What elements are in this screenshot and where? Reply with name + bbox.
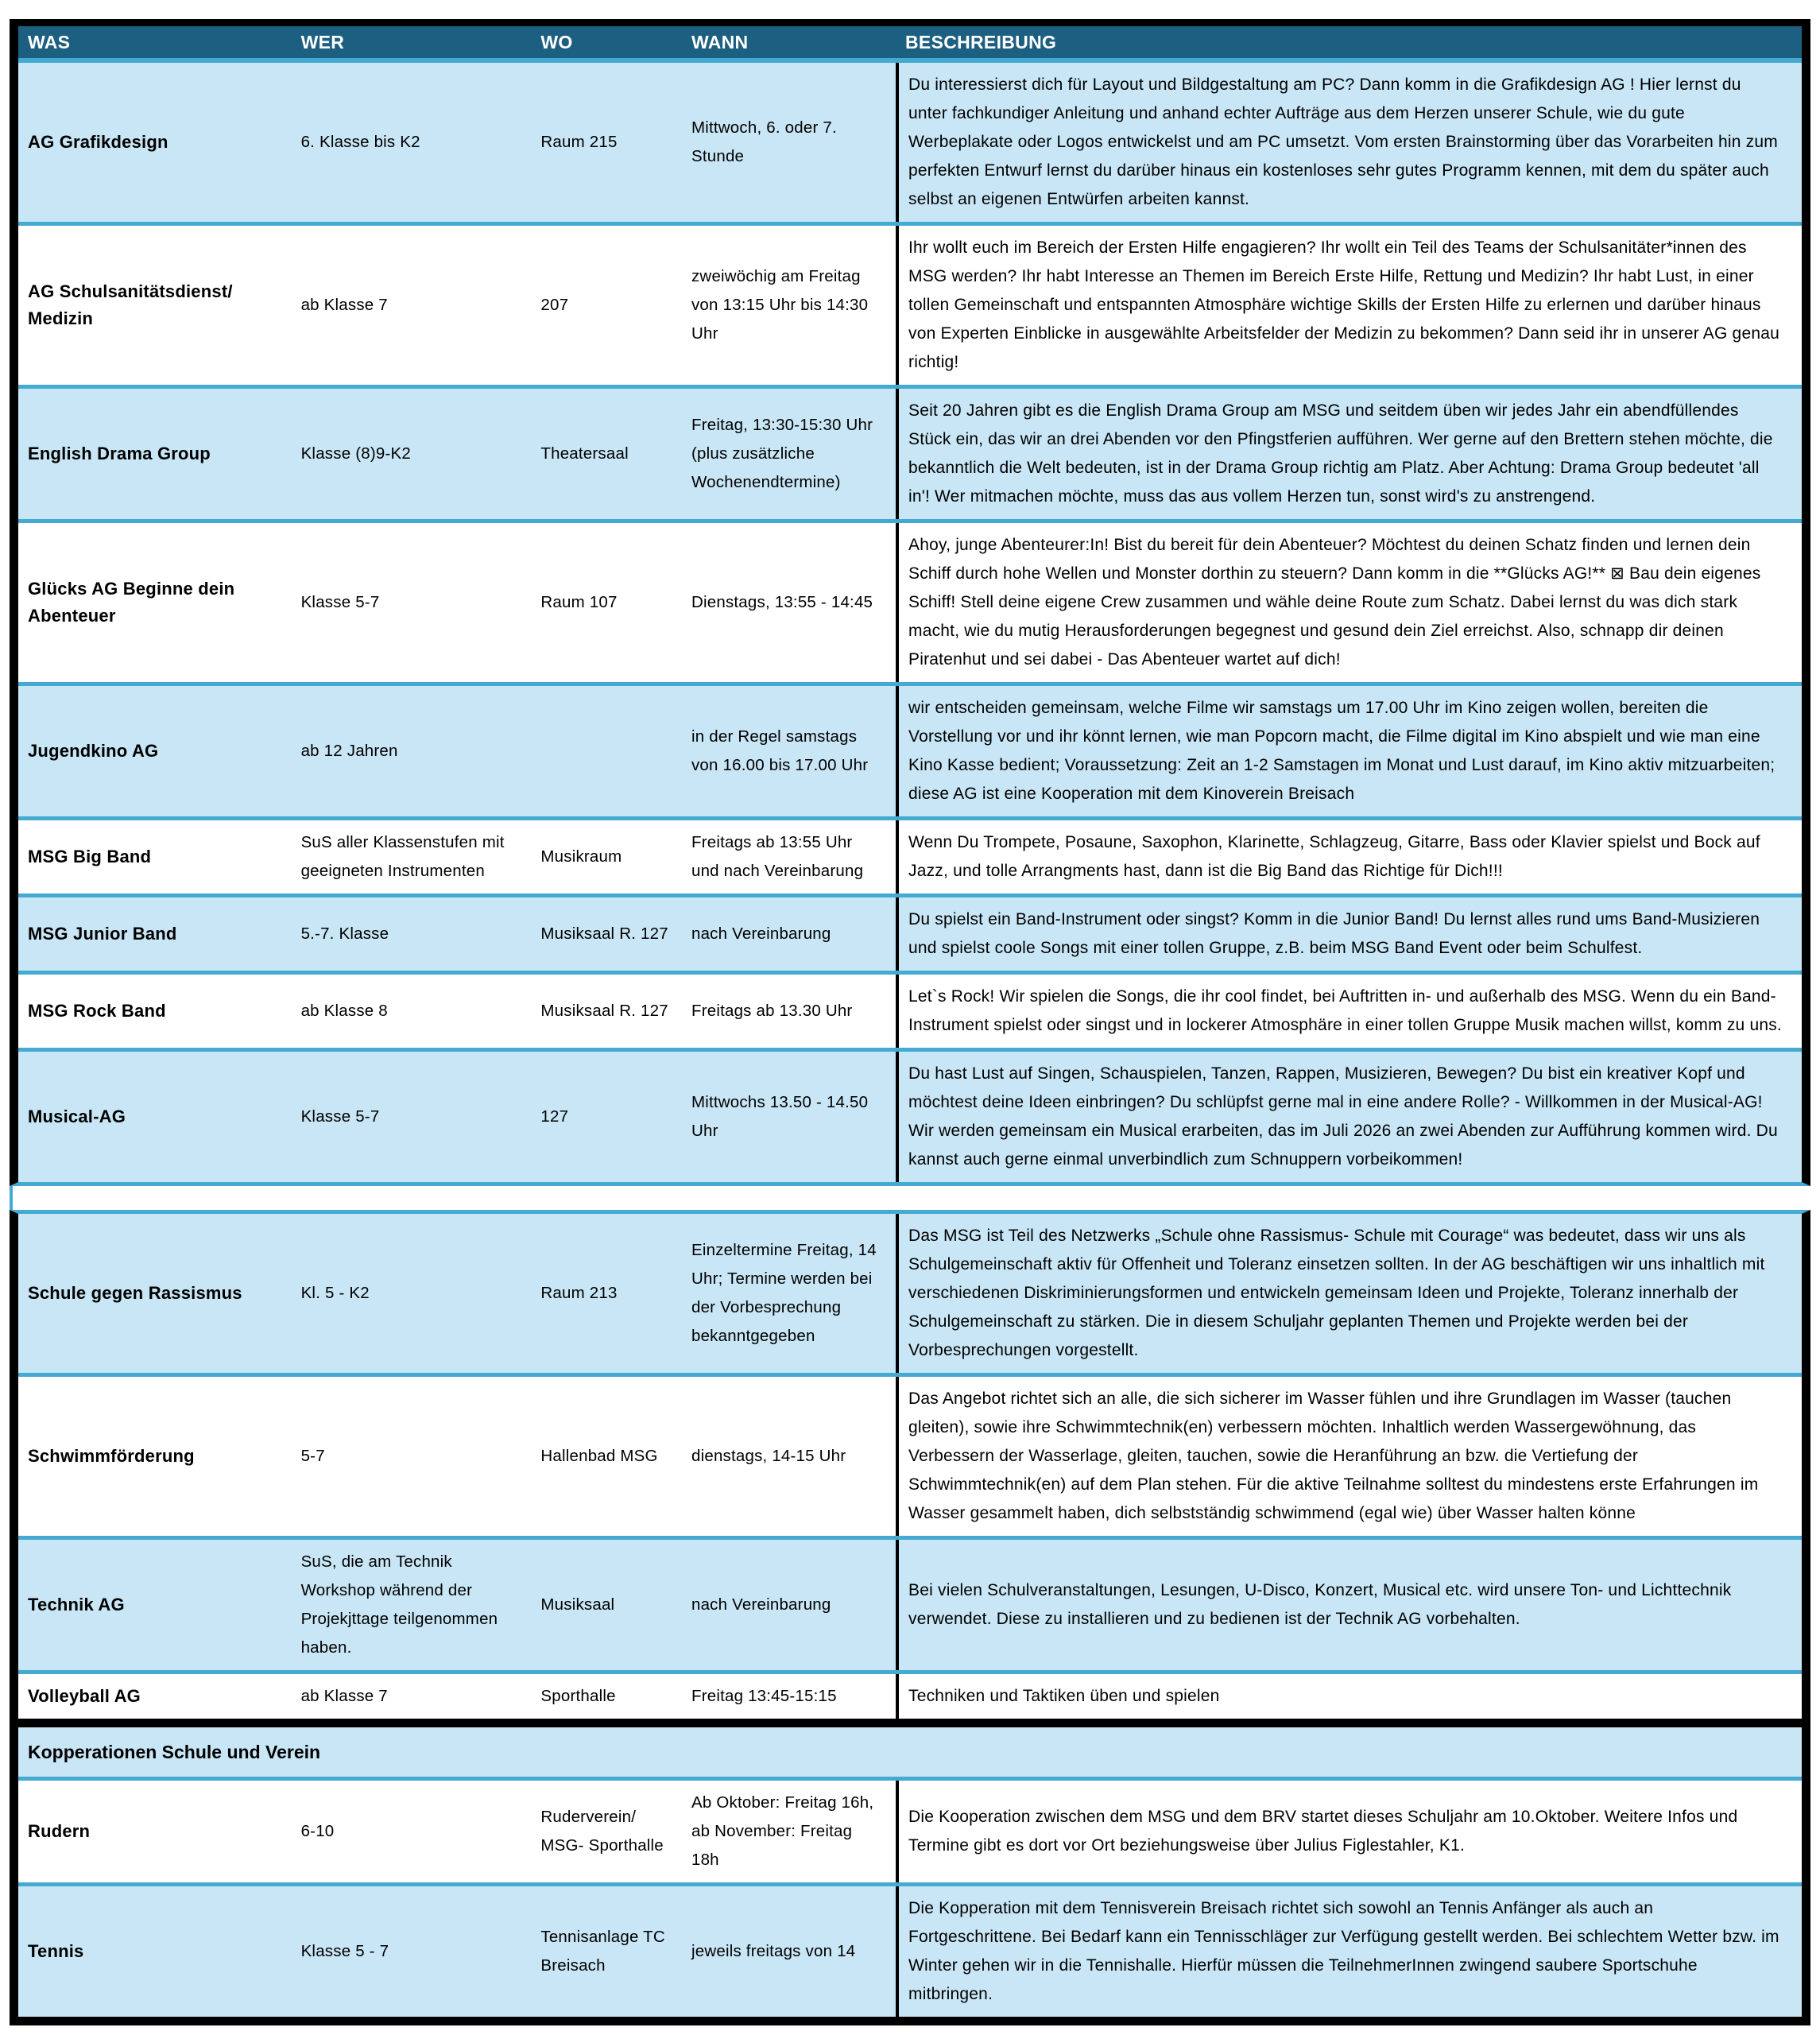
section-divider-rule bbox=[18, 1719, 1802, 1727]
schedule: Mittwochs 13.50 - 14.50 Uhr bbox=[691, 1093, 869, 1140]
description: Die Kopperation mit dem Tennisverein Breisach richtet sich sowohl an Tennis Anfänger als auch an Fortgeschrittene. Bei Bedarf kann ein Tennisschläger zur Verfügung gestellt werden. Bei schlechtem Wetter bzw. im Winter gehen wir in die Tennishalle. Hierfür müssen die TeilnehmerInnen zwingend saubere Sportschuhe mitbringen. bbox=[908, 1899, 1779, 2003]
schedule: Freitags ab 13.30 Uhr bbox=[691, 1002, 853, 1020]
cell-wo bbox=[532, 1214, 683, 1373]
cell-beschreibung bbox=[896, 1214, 1802, 1373]
target-group: Kl. 5 - K2 bbox=[300, 1284, 370, 1302]
cell-beschreibung bbox=[896, 1886, 1802, 2017]
description: Ihr wollt euch im Bereich der Ersten Hilfe engagieren? Ihr wollt ein Teil des Teams der Schulsanitäter*innen des MSG werden? Ihr habt Interesse an Themen im Bereich Erste Hilfe, Rettung und Medizin? Ihr habt Lust, in einer tollen Gemeinschaft und entspannten Atmosphäre wichtige Skills der Ersten Hilfe zu erlernen und darüber hinaus von Experten Einblicke in ausgewählte Arbeitsfelder der Medizin zu bekommen? Dann seid ihr in unserer AG genau richtig! bbox=[908, 238, 1779, 371]
target-group: 6-10 bbox=[300, 1822, 335, 1840]
target-group: 5-7 bbox=[300, 1447, 325, 1465]
cell-wo bbox=[532, 1781, 683, 1882]
location: Raum 213 bbox=[540, 1284, 618, 1302]
schedule: Freitags ab 13:55 Uhr und nach Vereinbarung bbox=[691, 833, 864, 880]
location: Theatersaal bbox=[540, 444, 629, 463]
cell-was bbox=[18, 1214, 293, 1373]
table-row bbox=[18, 1536, 1802, 1670]
location: Musiksaal R. 127 bbox=[540, 1002, 668, 1020]
cell-beschreibung bbox=[896, 1674, 1802, 1719]
cell-wann bbox=[683, 820, 896, 893]
cell-beschreibung bbox=[896, 975, 1802, 1048]
cell-wer bbox=[293, 63, 533, 222]
description: Du hast Lust auf Singen, Schauspielen, Tanzen, Rappen, Musizieren, Bewegen? Du bist ein kreativer Kopf und möchtest deine Ideen einbringen? Du schlüpfst gerne mal in eine andere Rolle? - Willkommen in der Musical-AG! Wir werden gemeinsam ein Musical erarbeiten, das im Juli 2026 an zwei Abenden zur Aufführung kommen wird. Du kannst auch gerne einmal unverbindlich zum Schnuppern vorbeikommen! bbox=[908, 1064, 1778, 1169]
cell-beschreibung bbox=[896, 1781, 1802, 1882]
target-group: 6. Klasse bis K2 bbox=[300, 133, 420, 151]
cell-beschreibung bbox=[896, 389, 1802, 519]
cell-wer bbox=[293, 1214, 533, 1373]
table-row bbox=[18, 385, 1802, 519]
target-group: ab Klasse 7 bbox=[300, 1687, 388, 1705]
column-header-wann: WANN bbox=[691, 32, 749, 52]
cell-wer bbox=[293, 1781, 533, 1882]
cell-wann bbox=[683, 975, 896, 1048]
cell-was bbox=[18, 523, 293, 682]
cell-wo bbox=[532, 1886, 683, 2017]
cell-wer bbox=[293, 1886, 533, 2017]
location: Hallenbad MSG bbox=[540, 1447, 658, 1465]
cell-was bbox=[18, 1781, 293, 1882]
description: Techniken und Taktiken üben und spielen bbox=[908, 1687, 1220, 1705]
table-body-kooperationen bbox=[18, 1781, 1802, 2017]
description: Ahoy, junge Abenteurer:In! Bist du bereit für dein Abenteuer? Möchtest du deinen Schatz finden und lernen dein Schiff durch hohe Wellen und Monster dorthin zu steuern? Dann komm in die **Glücks AG!** ⊠ Bau dein eigenes Schiff! Stell deine eigene Crew zusammen und wähle deine Route zum Schatz. Dabei lernst du was dich stark macht, wie du mutig Herausforderungen begegnest und gesund dein Ziel erreichst. Also, schnapp dir deinen Piratenhut und sei dabei - Das Abenteuer wartet auf dich! bbox=[908, 536, 1761, 669]
description: Bei vielen Schulveranstaltungen, Lesungen, U-Disco, Konzert, Musical etc. wird unsere Ton- und Lichttechnik verwendet. Diese zu installieren und zu bedienen ist der Technik AG vorbehalten. bbox=[908, 1581, 1732, 1628]
cell-beschreibung bbox=[896, 1377, 1802, 1536]
activity-name: MSG Rock Band bbox=[28, 1001, 166, 1021]
ag-table-lower bbox=[10, 1210, 1810, 2025]
cell-was bbox=[18, 1377, 293, 1536]
cell-wer bbox=[293, 686, 533, 816]
cell-wann bbox=[683, 1377, 896, 1536]
schedule: Ab Oktober: Freitag 16h, ab November: Freitag 18h bbox=[691, 1793, 874, 1869]
cell-wann bbox=[683, 1674, 896, 1719]
cell-wer bbox=[293, 897, 533, 971]
cell-was bbox=[18, 1886, 293, 2017]
location: Sporthalle bbox=[540, 1687, 616, 1705]
activity-name: MSG Big Band bbox=[28, 847, 152, 866]
cell-was bbox=[18, 686, 293, 816]
cell-beschreibung bbox=[896, 820, 1802, 893]
location: Ruderverein/ MSG- Sporthalle bbox=[540, 1808, 664, 1855]
cell-wer bbox=[293, 389, 533, 519]
description: Die Kooperation zwischen dem MSG und dem BRV startet dieses Schuljahr am 10.Oktober. Weitere Infos und Termine gibt es dort vor Ort beziehungsweise über Julius Figlestahler, K1. bbox=[908, 1808, 1738, 1855]
cell-beschreibung bbox=[896, 523, 1802, 682]
activity-name: Glücks AG Beginne dein Abenteuer bbox=[28, 579, 235, 626]
schedule: zweiwöchig am Freitag von 13:15 Uhr bis 14:30 Uhr bbox=[691, 267, 869, 343]
location: Musiksaal bbox=[540, 1595, 615, 1614]
target-group: Klasse (8)9-K2 bbox=[300, 444, 411, 463]
schedule: Freitag 13:45-15:15 bbox=[691, 1687, 837, 1705]
table-row bbox=[18, 816, 1802, 893]
activity-name: MSG Junior Band bbox=[28, 924, 177, 944]
cell-was bbox=[18, 389, 293, 519]
target-group: SuS aller Klassenstufen mit geeigneten Instrumenten bbox=[300, 833, 505, 880]
table-body-lower bbox=[18, 1214, 1802, 1719]
target-group: ab Klasse 7 bbox=[300, 296, 388, 314]
activity-name: Technik AG bbox=[28, 1595, 125, 1614]
cell-wann bbox=[683, 226, 896, 385]
cell-wo bbox=[532, 1052, 683, 1182]
cell-was bbox=[18, 1674, 293, 1719]
table-row bbox=[18, 1670, 1802, 1719]
location: 127 bbox=[540, 1107, 569, 1126]
cell-was bbox=[18, 897, 293, 971]
cell-beschreibung bbox=[896, 1052, 1802, 1182]
cell-was bbox=[18, 975, 293, 1048]
activity-name: Tennis bbox=[28, 1941, 84, 1961]
table-row bbox=[18, 1781, 1802, 1882]
cell-wo bbox=[532, 975, 683, 1048]
section-header-kooperationen: Kopperationen Schule und Verein bbox=[18, 1727, 1802, 1781]
table-row bbox=[18, 1373, 1802, 1536]
cell-was bbox=[18, 820, 293, 893]
activity-name: Rudern bbox=[28, 1821, 91, 1841]
cell-wo bbox=[532, 897, 683, 971]
cell-wo bbox=[532, 1540, 683, 1670]
description: Das MSG ist Teil des Netzwerks „Schule ohne Rassismus- Schule mit Courage“ was bedeutet, dass wir uns als Schulgemeinschaft aktiv für Offenheit und Toleranz einsetzen sollten. In der AG beschäftigen wir uns inhaltlich mit verschiedenen Diskriminierungsformen und entwickeln gemeinsam Ideen und Projekte, Toleranz innerhalb der Schulgemeinschaft zu stärken. Die in diesem Schuljahr geplanten Themen und Projekte werden bei der Vorbesprechungen vorgestellt. bbox=[908, 1227, 1765, 1359]
table-row bbox=[18, 1214, 1802, 1373]
cell-wo bbox=[532, 226, 683, 385]
cell-wer bbox=[293, 226, 533, 385]
cell-wann bbox=[683, 1886, 896, 2017]
cell-wer bbox=[293, 1052, 533, 1182]
cell-beschreibung bbox=[896, 1540, 1802, 1670]
location: Musiksaal R. 127 bbox=[540, 924, 668, 943]
cell-wo bbox=[532, 1377, 683, 1536]
cell-wer bbox=[293, 523, 533, 682]
cell-wo bbox=[532, 389, 683, 519]
description: Du spielst ein Band-Instrument oder singst? Komm in die Junior Band! Du lernst alles rund ums Band-Musizieren und spielst coole Songs mit einer tollen Gruppe, z.B. beim MSG Band Event oder beim Schulfest. bbox=[908, 910, 1760, 957]
activity-name: Musical-AG bbox=[28, 1107, 126, 1126]
cell-wann bbox=[683, 389, 896, 519]
cell-wer bbox=[293, 1540, 533, 1670]
table-row bbox=[18, 682, 1802, 816]
activity-name: English Drama Group bbox=[28, 444, 211, 463]
cell-wer bbox=[293, 1377, 533, 1536]
schedule: Freitag, 13:30-15:30 Uhr (plus zusätzliche Wochenendtermine) bbox=[691, 416, 873, 491]
activity-name: Schule gegen Rassismus bbox=[28, 1283, 242, 1303]
column-header-wo: WO bbox=[540, 32, 573, 52]
table-row bbox=[18, 893, 1802, 971]
table-row bbox=[18, 63, 1802, 222]
cell-wo bbox=[532, 63, 683, 222]
activity-name: Schwimmförderung bbox=[28, 1446, 195, 1466]
description: Let`s Rock! Wir spielen die Songs, die ihr cool findet, bei Auftritten in- und außerhalb des MSG. Wenn du ein Band-Instrument spielst oder singst und in lockerer Atmosphäre in einer tollen Gruppe Musik machen willst, komm zu uns. bbox=[908, 987, 1782, 1034]
description: Wenn Du Trompete, Posaune, Saxophon, Klarinette, Schlagzeug, Gitarre, Bass oder Klavier spielst und Bock auf Jazz, und tolle Arrangments hast, dann ist die Big Band das Richtige für Dich!!! bbox=[908, 833, 1760, 880]
cell-wann bbox=[683, 897, 896, 971]
cell-wer bbox=[293, 1674, 533, 1719]
cell-wo bbox=[532, 820, 683, 893]
cell-wann bbox=[683, 523, 896, 682]
target-group: Klasse 5-7 bbox=[300, 1107, 380, 1126]
location: Musikraum bbox=[540, 847, 622, 866]
description: wir entscheiden gemeinsam, welche Filme wir samstags um 17.00 Uhr im Kino zeigen wollen, bereiten die Vorstellung vor und ihr könnt lernen, wie man Popcorn macht, die Filme digital im Kino abspielt und wie man eine Kino Kasse bedient; Voraussetzung: Zeit an 1-2 Samstagen im Monat und Lust darauf, im Kino aktiv mitzuarbeiten; diese AG ist eine Kooperation mit dem Kinoverein Breisach bbox=[908, 699, 1775, 803]
column-header-was: WAS bbox=[28, 32, 71, 52]
schedule: jeweils freitags von 14 bbox=[691, 1942, 856, 1960]
activity-name: Jugendkino AG bbox=[28, 741, 159, 761]
schedule: Einzeltermine Freitag, 14 Uhr; Termine werden bei der Vorbesprechung bekanntgegeben bbox=[691, 1241, 877, 1345]
schedule: Mittwoch, 6. oder 7. Stunde bbox=[691, 118, 837, 165]
cell-wer bbox=[293, 975, 533, 1048]
cell-wo bbox=[532, 686, 683, 816]
schedule: nach Vereinbarung bbox=[691, 924, 831, 943]
location: Tennisanlage TC Breisach bbox=[540, 1928, 665, 1975]
target-group: Klasse 5-7 bbox=[300, 593, 380, 611]
cell-wann bbox=[683, 1540, 896, 1670]
schedule: in der Regel samstags von 16.00 bis 17.00 Uhr bbox=[691, 727, 869, 774]
table-row bbox=[18, 519, 1802, 682]
activity-name: AG Schulsanitätsdienst/ Medizin bbox=[28, 281, 233, 328]
description: Seit 20 Jahren gibt es die English Drama Group am MSG und seitdem üben wir jedes Jahr ein abendfüllendes Stück ein, das wir an drei Abenden vor den Pfingstferien aufführen. Wer gerne auf den Brettern stehen möchte, die bekanntlich die Welt bedeuten, ist in der Drama Group richtig am Platz. Aber Achtung: Drama Group bedeutet 'all in'! Wer mitmachen möchte, muss das aus vollem Herzen tun, sonst wird's zu anstrengend. bbox=[908, 401, 1773, 506]
cell-was bbox=[18, 1540, 293, 1670]
ag-table-upper bbox=[10, 19, 1810, 1186]
cell-was bbox=[18, 226, 293, 385]
cell-wo bbox=[532, 523, 683, 682]
description: Du interessierst dich für Layout und Bildgestaltung am PC? Dann komm in die Grafikdesign AG ! Hier lernst du unter fachkundiger Anleitung und anhand echter Aufträge aus dem Herzen unserer Schule, wie du gute Werbeplakate oder Logos entwickelst und am PC umsetzt. Vom ersten Brainstorming über das Vorarbeiten hin zum perfekten Entwurf lernst du darüber hinaus ein kostenloses sehr gutes Programm kennen, mit dem du später auch selbst an eigenen Entwürfen arbeiten kannst. bbox=[908, 76, 1778, 208]
cell-was bbox=[18, 63, 293, 222]
table-header-row bbox=[18, 26, 1802, 63]
cell-wann bbox=[683, 1052, 896, 1182]
schedule: nach Vereinbarung bbox=[691, 1595, 831, 1614]
schedule: dienstags, 14-15 Uhr bbox=[691, 1447, 846, 1465]
cell-wo bbox=[532, 1674, 683, 1719]
location: Raum 215 bbox=[540, 133, 618, 151]
cell-beschreibung bbox=[896, 897, 1802, 971]
cell-beschreibung bbox=[896, 686, 1802, 816]
column-header-wer: WER bbox=[300, 32, 345, 52]
table-row bbox=[18, 1048, 1802, 1182]
cell-wann bbox=[683, 1781, 896, 1882]
schedule: Dienstags, 13:55 - 14:45 bbox=[691, 593, 873, 611]
location: 207 bbox=[540, 296, 569, 314]
table-gap bbox=[10, 1186, 1810, 1210]
location: Raum 107 bbox=[540, 593, 618, 611]
table-row bbox=[18, 1882, 1802, 2017]
activity-name: AG Grafikdesign bbox=[28, 132, 168, 152]
target-group: Klasse 5 - 7 bbox=[300, 1942, 389, 1960]
cell-was bbox=[18, 1052, 293, 1182]
description: Das Angebot richtet sich an alle, die sich sicherer im Wasser fühlen und ihre Grundlagen im Wasser (tauchen gleiten), sowie ihre Schwimmtechnik(en) verbessern möchten. Inhaltlich werden Wassergewöhnung, das Verbessern der Wasserlage, gleiten, tauchen, sowie die Heranführung an bzw. die Vertiefung der Schwimmtechnik(en) auf dem Plan stehen. Für die aktive Teilnahme solltest du mindestens erste Erfahrungen im Wasser gesammelt haben, dich selbstständig schwimmend (egal wie) über Wasser halten könne bbox=[908, 1390, 1759, 1522]
target-group: 5.-7. Klasse bbox=[300, 924, 389, 943]
target-group: SuS, die am Technik Workshop während der Projekjttage teilgenommen haben. bbox=[300, 1552, 498, 1657]
table-row bbox=[18, 222, 1802, 385]
cell-wann bbox=[683, 63, 896, 222]
cell-beschreibung bbox=[896, 63, 1802, 222]
cell-wann bbox=[683, 686, 896, 816]
cell-wer bbox=[293, 820, 533, 893]
table-row bbox=[18, 971, 1802, 1048]
cell-wann bbox=[683, 1214, 896, 1373]
target-group: ab 12 Jahren bbox=[300, 742, 398, 760]
column-header-beschreibung: BESCHREIBUNG bbox=[905, 32, 1057, 52]
cell-beschreibung bbox=[896, 226, 1802, 385]
target-group: ab Klasse 8 bbox=[300, 1002, 388, 1020]
table-body-upper bbox=[18, 63, 1802, 1182]
activity-name: Volleyball AG bbox=[28, 1686, 141, 1706]
